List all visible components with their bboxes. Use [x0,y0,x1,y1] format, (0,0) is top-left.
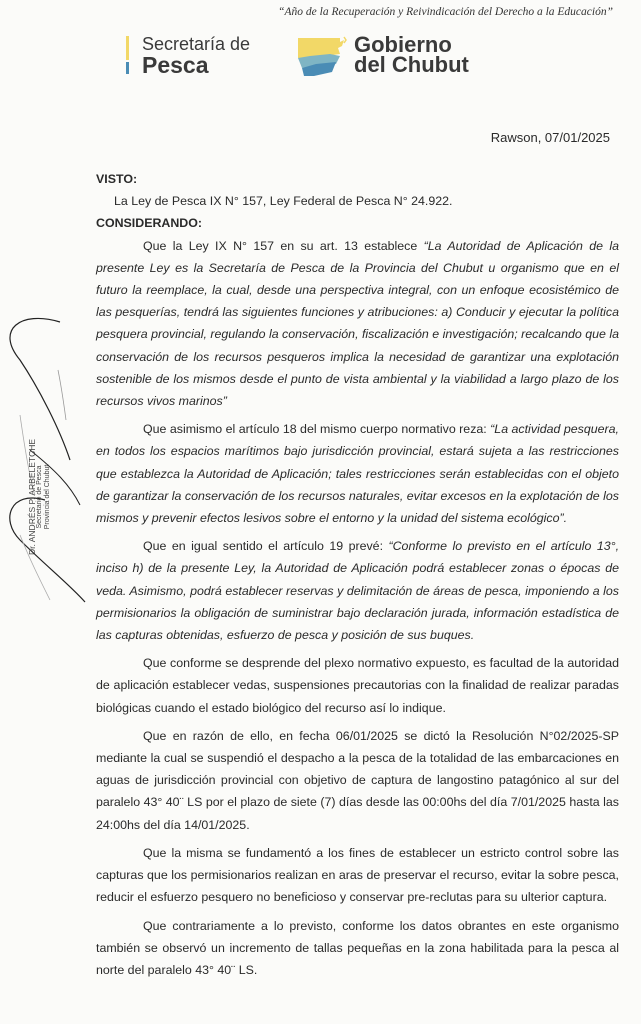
stamp-province: Provincia del Chubut [44,464,51,530]
document-date: Rawson, 07/01/2025 [490,130,610,145]
paragraph-lead: Que contrariamente a lo previsto, conforme los datos obrantes en este organismo también se observó un incremento de tallas pequeñas en la zona habilitada para la pesca al norte del paralelo 43° 40¨ LS. [96,918,619,977]
official-stamp [28,439,52,555]
logo-chubut-line1: Gobierno [354,32,452,57]
paragraph-lead: Que conforme se desprende del plexo normativo expuesto, es facultad de la autoridad de aplicación establecer vedas, suspensiones precautorias con la finalidad de realizar paradas biológicas cuando el estado biológico del recurso así lo indique. [96,656,619,715]
paragraph-lead: Que la misma se fundamentó a los fines de establecer un estricto control sobre las capturas que los permisionarios realizan en aras de preservar el recurso, evitar la sobre pesca, reducir el esfuerzo pesquero no beneficioso y conservar pre-reclutas para su ulterior captura. [96,845,619,905]
stamp-name: Dr. ANDRÉS P. ARBELETCHE [27,438,37,555]
paragraph-quote: “La actividad pesquera, en todos los espacios marítimos bajo jurisdicción provincial, estará sujeta a las restricciones que establezca la Autoridad de Aplicación; tales restricciones serán establecidas con el objeto de garantizar la conservación de los recursos naturales, evitar excesos en la explotación de los mismos y prevenir efectos lesivos sobre el entorno y la unidad del sistema ecológico”. [96,422,619,526]
header-motto: “Año de la Recuperación y Reivindicación del Derecho a la Educación” [278,6,613,18]
considerando-paragraph [96,535,619,646]
signature-icon [0,310,110,610]
considerando-paragraph [96,725,619,836]
considerando-paragraph [96,915,619,982]
considerando-paragraph [96,418,619,529]
paragraph-quote: “Conforme lo previsto en el artículo 13°, inciso h) de la presente Ley, la Autoridad de Aplicación podrá establecer zonas o épocas de veda. Asimismo, podrá establecer reservas y delimitación de áreas de pesca, imponiendo a los permisionarios la obligación de suministrar bajo declaración jurada, información estadística de las capturas obtenidas, esfuerzo de pesca y posición de sus buques. [96,539,620,643]
visto-heading: VISTO: [96,172,138,186]
considerando-heading: CONSIDERANDO: [96,216,203,231]
logo-pesca-line2: Pesca [142,52,209,78]
logo-chubut-line2: del Chubut [354,52,469,77]
paragraph-quote: “La Autoridad de Aplicación de la presente Ley es la Secretaría de Pesca de la Provincia del Chubut u organismo que en el futuro la reemplace, la cual, desde una perspectiva integral, con un enfoque ecosistémico de las pesquerías, tendrá las siguientes funciones y atribuciones: a) Conducir y ejecutar la política pesquera provincial, regulando la conservación, fiscalización e investigación; recalcando que la conservación de los recursos pesqueros implica la necesidad de garantizar una explotación sostenible de los mismos desde el punto de vista ambiental y la viabilidad a largo plazo de los recursos vivos marinos” [96,238,619,409]
stamp-title: Secretario de Pesca [36,465,43,529]
logo-pesca-line1: Secretaría de [142,34,251,54]
paragraph-lead: Que la Ley IX N° 157 en su art. 13 establece [143,238,424,253]
considerando-paragraph [96,652,619,719]
chubut-map-icon [296,36,348,78]
visto-text: La Ley de Pesca IX N° 157, Ley Federal de Pesca N° 24.922. [114,194,453,209]
considerando-paragraph [96,235,619,413]
logo-bar-blue [126,62,129,74]
paragraph-lead: Que en igual sentido el artículo 19 prevé: [143,539,389,554]
document-body [96,168,619,987]
considerando-paragraphs [96,235,619,982]
logo-bar-yellow [126,36,129,60]
paragraph-lead: Que asimismo el artículo 18 del mismo cuerpo normativo reza: [143,422,491,437]
paragraph-lead: Que en razón de ello, en fecha 06/01/2025 se dictó la Resolución N°02/2025-SP mediante la cual se suspendió el despacho a la pesca de la totalidad de las embarcaciones en aguas de jurisdicción provincial con objetivo de captura de langostino patagónico al sur del paralelo 43° 40¨ LS por el plazo de siete (7) días desde las 00:00hs del día 7/01/2025 hasta las 24:00hs del día 14/01/2025. [96,728,619,832]
considerando-paragraph [96,842,619,909]
